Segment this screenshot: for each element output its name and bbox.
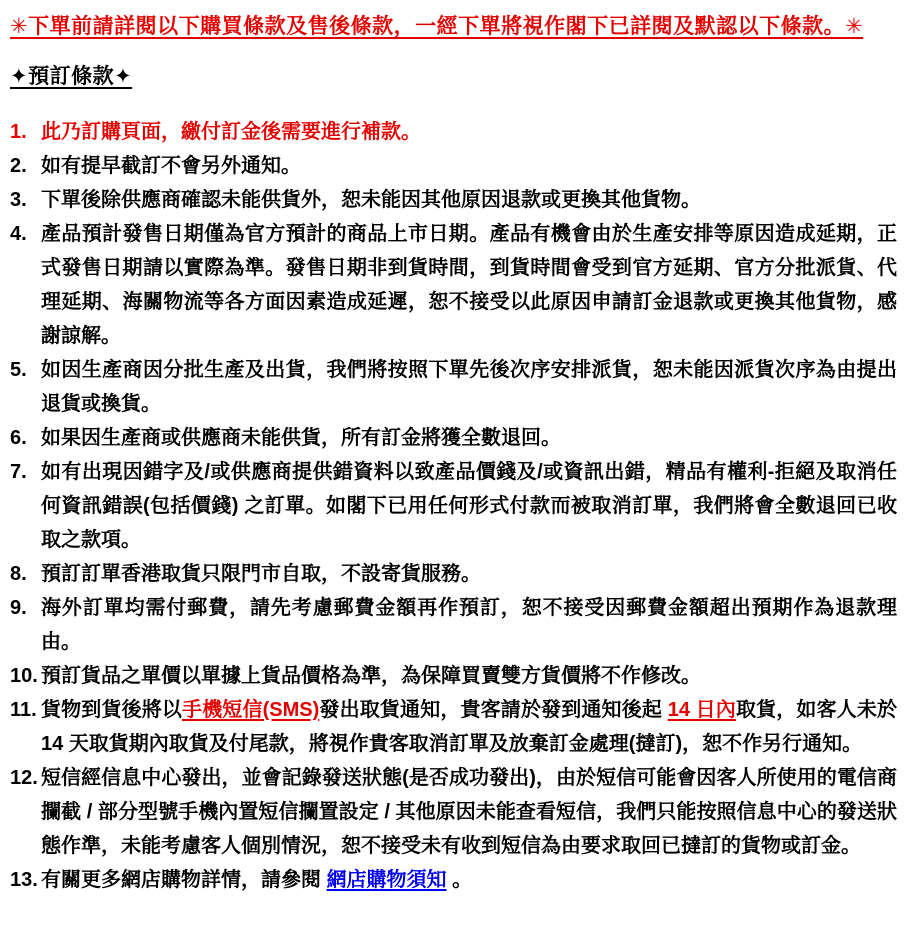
term-item-5: [10, 353, 897, 421]
term-text-segment: 海外訂單均需付郵費，請先考慮郵費金額再作預訂，恕不接受因郵費金額超出預期作為退款理由。: [41, 596, 897, 653]
term-number: 10.: [10, 664, 38, 687]
term-text-segment: 手機短信(SMS): [182, 698, 320, 721]
term-number: 2.: [10, 154, 27, 177]
term-text-segment: 短信經信息中心發出，並會記錄發送狀態(是否成功發出)，由於短信可能會因客人所使用的電信商攔截 / 部分型號手機內置短信攔置設定 / 其他原因未能查看短信，我們只能按照信息中心的發送狀態作準，未能考慮客人個別情況，恕不接受未有收到短信為由要求取回已撻訂的貨物或訂金。: [41, 766, 897, 857]
term-item-2: [10, 149, 897, 183]
term-text-segment: 有關更多網店購物詳情，請參閱: [41, 868, 327, 891]
term-number: 9.: [10, 596, 27, 619]
terms-list: [10, 115, 897, 897]
term-text-segment: 取貨，如客人未於 14 天取貨期內取貨及付尾款，將視作貴客取消訂單及放棄訂金處理(撻訂)，恕不作另行通知。: [41, 698, 897, 755]
term-number: 1.: [10, 120, 27, 143]
term-text-segment: 如有提早截訂不會另外通知。: [41, 154, 301, 177]
term-text-segment: 預訂貨品之單價以單據上貨品價格為準，為保障買賣雙方貨價將不作修改。: [41, 664, 701, 687]
term-item-9: [10, 591, 897, 659]
term-number: 13.: [10, 868, 38, 891]
notice-heading: ✳下單前請詳閱以下購買條款及售後條款，一經下單將視作閣下已詳閱及默認以下條款。✳: [10, 15, 864, 38]
term-text-segment: 產品預計發售日期僅為官方預計的商品上市日期。產品有機會由於生產安排等原因造成延期，正式發售日期請以實際為準。發售日期非到貨時間，到貨時間會受到官方延期、官方分批派貨、代理延期、海關物流等各方面因素造成延遲，恕不接受以此原因申請訂金退款或更換其他貨物，感謝諒解。: [41, 222, 897, 347]
term-item-10: [10, 659, 897, 693]
term-number: 6.: [10, 426, 27, 449]
term-item-4: [10, 217, 897, 353]
term-item-6: [10, 421, 897, 455]
term-item-8: [10, 557, 897, 591]
term-text-segment: 發出取貨通知，貴客請於發到通知後起: [319, 698, 668, 721]
section-title: ✦預訂條款✦: [10, 65, 133, 89]
term-number: 11.: [10, 698, 37, 721]
term-text-segment: 如因生產商因分批生產及出貨，我們將按照下單先後次序安排派貨，恕未能因派貨次序為由提出退貨或換貨。: [41, 358, 897, 415]
term-number: 8.: [10, 562, 27, 585]
term-text-segment: 此乃訂購頁面，繳付訂金後需要進行補款。: [41, 120, 421, 143]
term-text-segment: 如果因生產商或供應商未能供貨，所有訂金將獲全數退回。: [41, 426, 561, 449]
term-text-segment: 下單後除供應商確認未能供貨外，恕未能因其他原因退款或更換其他貨物。: [41, 188, 701, 211]
term-text-segment: 貨物到貨後將以: [41, 698, 183, 721]
term-number: 3.: [10, 188, 27, 211]
term-item-1: [10, 115, 897, 149]
term-number: 12.: [10, 766, 38, 789]
term-text-segment: 。: [446, 868, 473, 891]
term-text-segment: 如有出現因錯字及/或供應商提供錯資料以致產品價錢及/或資訊出錯，精品有權利-拒絕及取消任何資訊錯誤(包括價錢) 之訂單。如閣下已用任何形式付款而被取消訂單，我們將會全數退回已收取之款項。: [41, 460, 897, 551]
store-shopping-guide-link[interactable]: 網店購物須知: [326, 868, 447, 891]
term-text-segment: 14 日內: [667, 698, 736, 721]
term-item-12: [10, 761, 897, 863]
term-item-3: [10, 183, 897, 217]
term-item-7: [10, 455, 897, 557]
term-number: 5.: [10, 358, 27, 381]
term-number: 7.: [10, 460, 27, 483]
term-number: 4.: [10, 222, 27, 245]
term-item-11: [10, 693, 897, 761]
term-item-13: [10, 863, 897, 897]
term-text-segment: 預訂訂單香港取貨只限門市自取，不設寄貨服務。: [41, 562, 481, 585]
